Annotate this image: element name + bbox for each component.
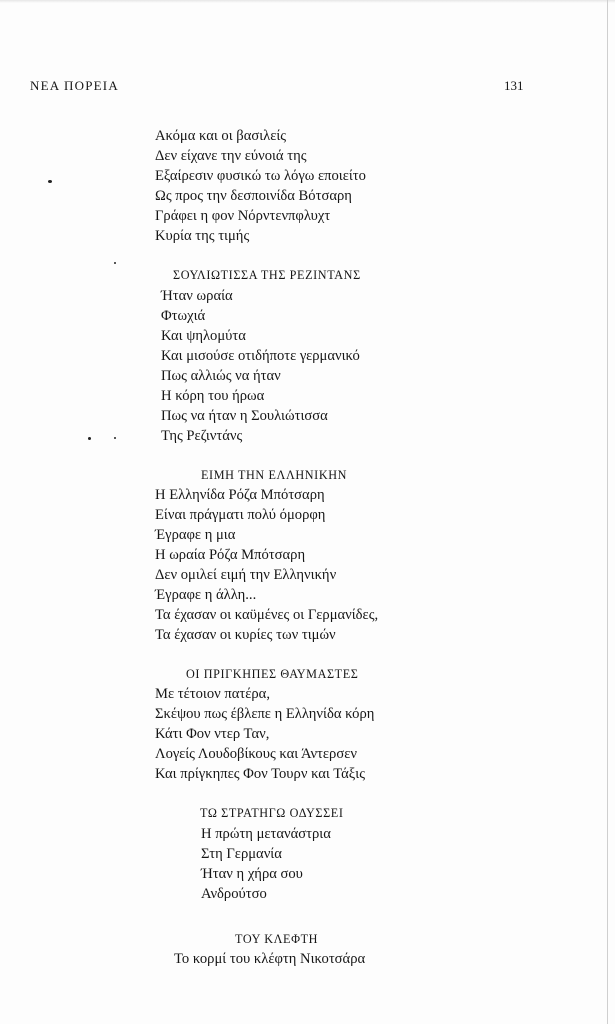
poem-line: Δεν ομιλεί ειμή την Ελληνικήν — [155, 567, 337, 583]
poem-line: Τα έχασαν οι καϋμένες οι Γερμανίδες, — [155, 607, 379, 623]
poem-title: ΟΙ ΠΡΙΓΚΗΠΕΣ ΘΑΥΜΑΣΤΕΣ — [186, 667, 359, 681]
poem-line: Ακόμα και οι βασιλείς — [155, 128, 287, 144]
poem-line: Λογείς Λουδοβίκους και Άντερσεν — [155, 746, 357, 762]
poem-line: Η ωραία Ρόζα Μπότσαρη — [155, 547, 306, 563]
poem-title: ΕΙΜΗ ΤΗΝ ΕΛΛΗΝΙΚΗΝ — [201, 468, 348, 482]
poem-line: Ήταν η χήρα σου — [201, 866, 303, 882]
scan-speck — [114, 262, 116, 264]
scan-speck — [48, 180, 52, 183]
poem-line: Και πρίγκηπες Φον Τουρν και Τάξις — [155, 766, 366, 782]
scan-speck — [88, 437, 91, 440]
poem-4 — [155, 684, 374, 784]
scan-speck — [114, 437, 116, 439]
poem-line: Ήταν ωραία — [161, 288, 233, 304]
poem-line: Πως αλλιώς να ήταν — [161, 368, 281, 384]
poem-line: Η Ελληνίδα Ρόζα Μπότσαρη — [155, 487, 325, 503]
poem-line: Η πρώτη μετανάστρια — [201, 826, 331, 842]
poem-6 — [174, 949, 365, 969]
running-title: ΝΕΑ ΠΟΡΕΙΑ — [30, 78, 119, 93]
poem-line: Είναι πράγματι πολύ όμορφη — [155, 507, 326, 523]
page-number: 131 — [504, 78, 524, 93]
page-right-edge — [607, 0, 608, 1024]
poem-line: Δεν είχανε την εύνοιά της — [155, 148, 307, 164]
poem-5 — [201, 824, 331, 904]
poem-line: Σκέψου πως έβλεπε η Ελληνίδα κόρη — [155, 706, 375, 722]
poem-line: Κυρία της τιμής — [155, 228, 250, 244]
poem-line: Της Ρεζιντάνς — [161, 428, 243, 444]
poem-line: Και μισούσε οτιδήποτε γερμανικό — [161, 348, 360, 364]
poem-line: Η κόρη του ήρωα — [161, 388, 265, 404]
poem-line: Και ψηλομύτα — [161, 328, 246, 344]
poem-line: Ανδρούτσο — [201, 886, 267, 902]
poem-title: ΤΟΥ ΚΛΕΦΤΗ — [235, 932, 319, 946]
poem-line: Κάτι Φον ντερ Ταν, — [155, 726, 270, 742]
poem-1 — [155, 126, 366, 246]
poem-line: Ως προς την δεσποινίδα Βότσαρη — [155, 188, 352, 204]
poem-line: Το κορμί του κλέφτη Νικοτσάρα — [174, 951, 366, 967]
poem-2 — [161, 286, 360, 446]
poem-line: Εξαίρεσιν φυσικώ τω λόγω εποιείτο — [155, 168, 366, 184]
poem-line: Πως να ήταν η Σουλιώτισσα — [161, 408, 328, 424]
poem-line: Γράφει η φον Νόρντενπφλυχτ — [155, 208, 331, 224]
poem-line: Τα έχασαν οι κυρίες των τιμών — [155, 627, 336, 643]
poem-line: Έγραφε η μια — [155, 527, 236, 543]
page-top-edge — [0, 0, 615, 3]
poem-line: Φτωχιά — [161, 308, 206, 324]
poem-title: ΣΟΥΛΙΩΤΙΣΣΑ ΤΗΣ ΡΕΖΙΝΤΑΝΣ — [173, 268, 361, 282]
poem-title: ΤΩ ΣΤΡΑΤΗΓΩ ΟΔΥΣΣΕΙ — [200, 806, 344, 820]
poem-line: Έγραφε η άλλη... — [155, 587, 257, 603]
poem-line: Στη Γερμανία — [201, 846, 282, 862]
poem-line: Με τέτοιον πατέρα, — [155, 686, 270, 702]
poem-3 — [155, 485, 378, 645]
